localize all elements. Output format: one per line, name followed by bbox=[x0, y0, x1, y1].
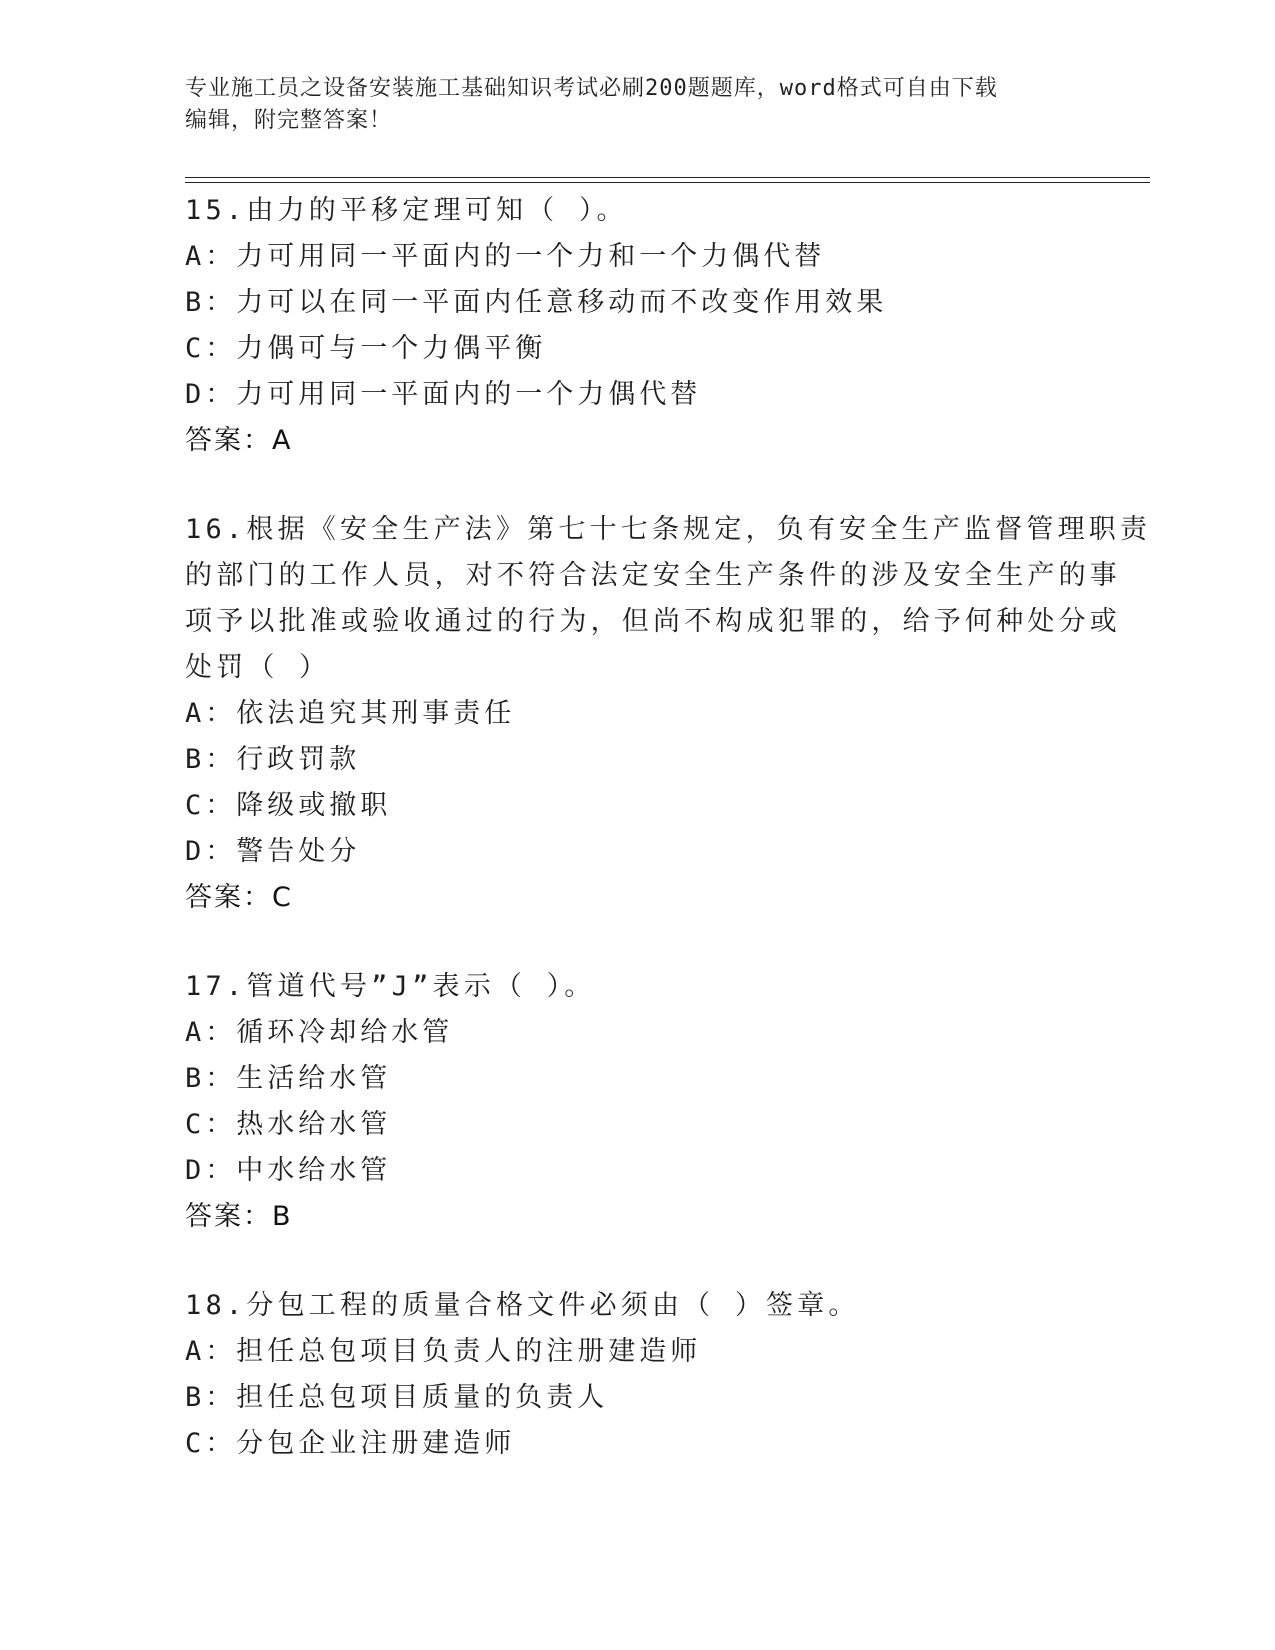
option-b: B：行政罚款 bbox=[185, 744, 361, 775]
option-a: A：循环冷却给水管 bbox=[185, 1017, 454, 1048]
question-stem-line: 15.由力的平移定理可知（ ）。 bbox=[185, 195, 628, 226]
question-stem bbox=[185, 188, 1085, 234]
header-line-2: 编辑，附完整答案！ bbox=[185, 108, 393, 133]
header-line-1: 专业施工员之设备安装施工基础知识考试必刷200题题库，word格式可自由下载 bbox=[185, 76, 998, 101]
option-c: C：分包企业注册建造师 bbox=[185, 1428, 516, 1459]
option-b: B：担任总包项目质量的负责人 bbox=[185, 1382, 609, 1413]
question-list bbox=[185, 188, 1152, 1467]
question-stem-line: 18.分包工程的质量合格文件必须由（ ）签章。 bbox=[185, 1290, 860, 1321]
question-stem-line: 16.根据《安全生产法》第七十七条规定，负有安全生产监督管理职责 bbox=[185, 514, 1152, 545]
question-16 bbox=[185, 507, 1152, 921]
answer-line: 答案：C bbox=[185, 882, 293, 913]
question-stem bbox=[185, 964, 1085, 1010]
option-b: B：力可以在同一平面内任意移动而不改变作用效果 bbox=[185, 287, 888, 318]
question-spacer bbox=[185, 1240, 1085, 1283]
option-d: D：警告处分 bbox=[185, 836, 361, 867]
question-stem bbox=[185, 1283, 1085, 1329]
document-header bbox=[185, 73, 1065, 137]
option-c: C：力偶可与一个力偶平衡 bbox=[185, 333, 547, 364]
option-d: D：中水给水管 bbox=[185, 1155, 392, 1186]
question-stem bbox=[185, 507, 1152, 691]
option-d: D：力可用同一平面内的一个力偶代替 bbox=[185, 379, 702, 410]
question-stem-line: 的部门的工作人员，对不符合法定安全生产条件的涉及安全生产的事 bbox=[185, 560, 1121, 591]
option-a: A：担任总包项目负责人的注册建造师 bbox=[185, 1336, 702, 1367]
header-divider-bottom bbox=[185, 182, 1150, 183]
answer-line: 答案：B bbox=[185, 1201, 293, 1232]
question-spacer bbox=[185, 921, 1085, 964]
option-b: B：生活给水管 bbox=[185, 1063, 392, 1094]
question-17 bbox=[185, 964, 1085, 1240]
question-stem-line: 项予以批准或验收通过的行为，但尚不构成犯罪的，给予何种处分或 bbox=[185, 606, 1121, 637]
question-stem-line: 处罚（ ） bbox=[185, 652, 331, 683]
question-spacer bbox=[185, 464, 1085, 507]
option-c: C：热水给水管 bbox=[185, 1109, 392, 1140]
question-stem-line: 17.管道代号”J”表示（ ）。 bbox=[185, 971, 596, 1002]
question-15 bbox=[185, 188, 1085, 464]
option-a: A：力可用同一平面内的一个力和一个力偶代替 bbox=[185, 241, 826, 272]
question-18 bbox=[185, 1283, 1085, 1467]
answer-line: 答案：A bbox=[185, 425, 293, 456]
option-a: A：依法追究其刑事责任 bbox=[185, 698, 516, 729]
header-divider-top bbox=[185, 177, 1150, 178]
option-c: C：降级或撤职 bbox=[185, 790, 392, 821]
